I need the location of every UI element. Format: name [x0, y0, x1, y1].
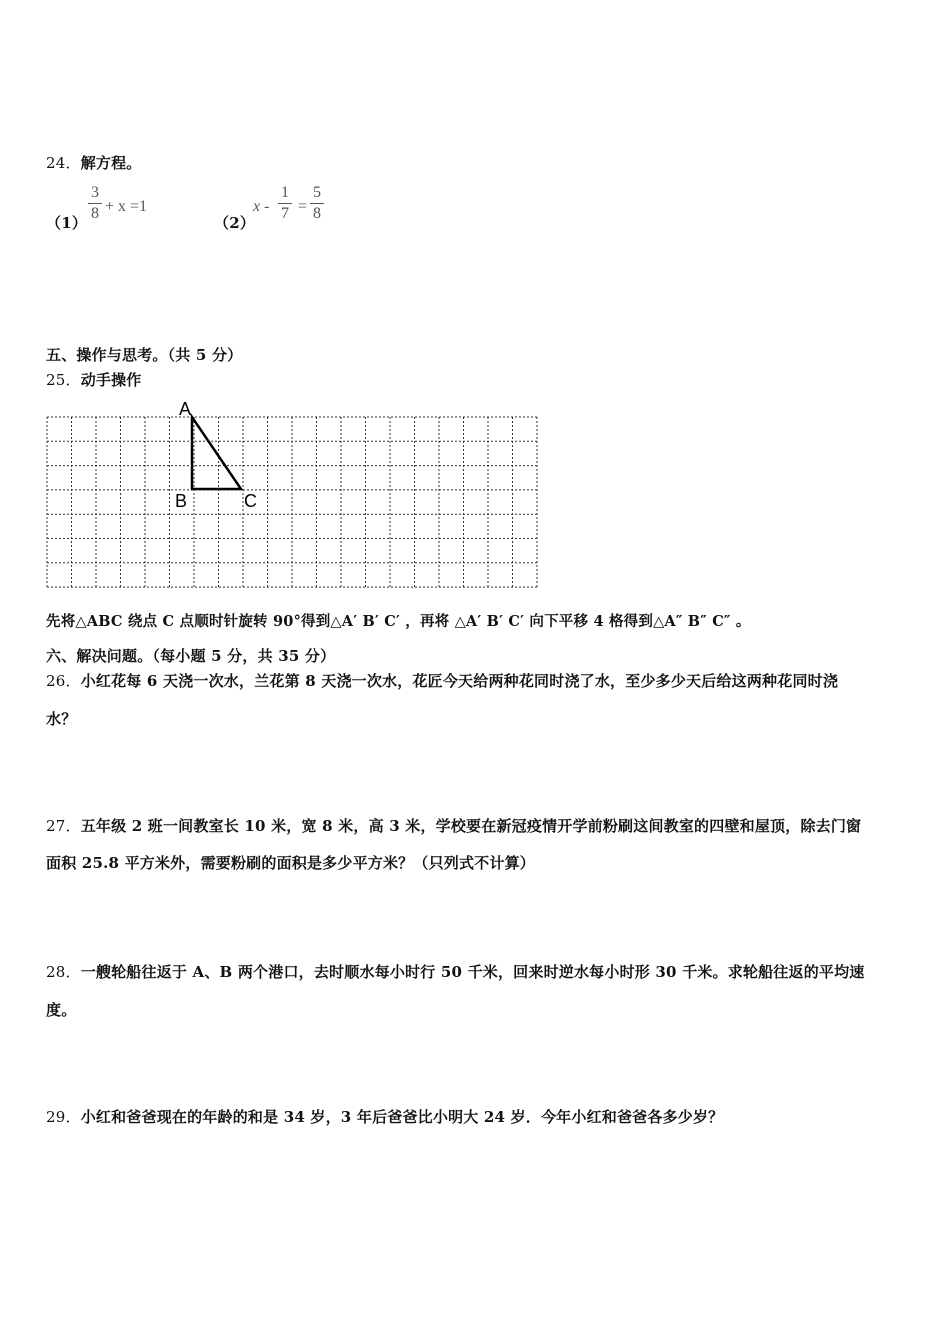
dotted-grid [47, 417, 537, 587]
equation-1-label: （1） [46, 214, 88, 232]
fraction-numerator: 3 [91, 184, 99, 201]
equation-2-fraction-2 [310, 184, 324, 223]
equation-2-equals: = [298, 198, 308, 215]
fraction-numerator: 1 [281, 184, 289, 201]
question-title: 动手操作 [80, 371, 142, 389]
equation-2-lhs: x - [253, 198, 270, 215]
question-number: 28． [46, 963, 81, 981]
question-26-line-2: 水？ [46, 710, 77, 728]
section-6-heading: 六、解决问题。（每小题 5 分，共 35 分） [46, 647, 336, 665]
question-number: 25． [46, 371, 81, 389]
fraction-denominator: 8 [313, 205, 321, 222]
question-27-line-2: 面积 25.8 平方米外，需要粉刷的面积是多少平方米？（只列式不计算） [46, 854, 535, 872]
question-number: 24． [46, 154, 81, 172]
vertex-label-b: B [175, 491, 188, 511]
question-27-line-1 [46, 815, 861, 836]
question-text: 小红花每 6 天浇一次水，兰花第 8 天浇一次水，花匠今天给两种花同时浇了水，至少多少天后给这两种花同时浇 [80, 672, 839, 690]
equation-1-rest: + x =1 [105, 198, 148, 215]
fraction-numerator: 5 [313, 184, 321, 201]
fraction-denominator: 7 [281, 205, 289, 222]
equation-2-fraction-1 [278, 184, 292, 223]
question-29-line-1 [46, 1106, 723, 1127]
section-5-heading: 五、操作与思考。（共 5 分） [46, 346, 243, 364]
question-text: 小红和爸爸现在的年龄的和是 34 岁，3 年后爸爸比小明大 24 岁．今年小红和爸爸各多少岁？ [80, 1108, 724, 1126]
question-26-line-1 [46, 670, 838, 691]
equation-1-fraction [88, 184, 102, 223]
vertex-label-c: C [244, 491, 257, 511]
question-24-heading [46, 152, 142, 173]
question-text: 五年级 2 班一间教室长 10 米，宽 8 米，高 3 米，学校要在新冠疫情开学前粉刷这间教室的四壁和屋顶，除去门窗 [80, 817, 862, 835]
question-title: 解方程。 [80, 154, 142, 172]
vertex-label-a: A [179, 399, 192, 419]
question-25-instruction: 先将△ABC 绕点 C 点顺时针旋转 90°得到△A′ B′ C′ ，再将 △A′ B′ C′ 向下平移 4 格得到△A″ B″ C″ 。 [46, 613, 751, 630]
question-text: 一艘轮船往返于 A、B 两个港口，去时顺水每小时行 50 千米，回来时逆水每小时形 30 千米。求轮船往返的平均速 [80, 963, 865, 981]
fraction-denominator: 8 [91, 205, 99, 222]
triangle-abc [192, 417, 241, 489]
question-number: 27． [46, 817, 81, 835]
question-28-line-2: 度。 [46, 1001, 77, 1019]
question-28-line-1 [46, 961, 865, 982]
question-number: 29． [46, 1108, 81, 1126]
question-25-heading [46, 369, 142, 390]
equation-2-label: （2） [214, 214, 256, 232]
grid-figure [40, 396, 545, 592]
question-number: 26． [46, 672, 81, 690]
